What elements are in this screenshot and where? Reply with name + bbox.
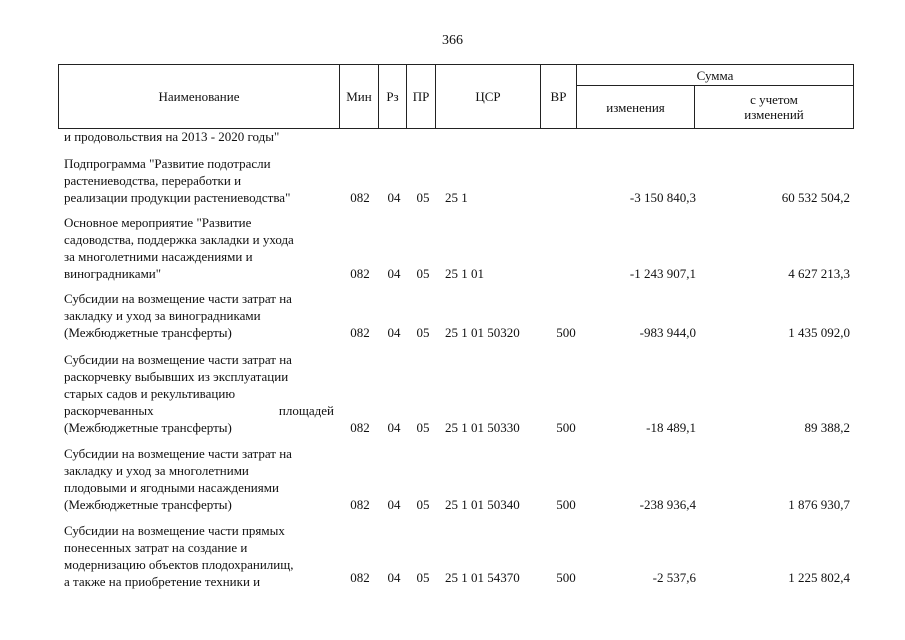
row-change: -1 243 907,1 bbox=[629, 266, 696, 281]
row-name-line: виноградниками" bbox=[64, 266, 162, 281]
row-name-line: Субсидии на возмещение части затрат на bbox=[64, 352, 292, 367]
row-total: 89 388,2 bbox=[804, 420, 850, 435]
row-name bbox=[64, 128, 334, 145]
row-change: -18 489,1 bbox=[646, 420, 696, 435]
row-name-line: раскорчеванных площадей bbox=[64, 403, 334, 418]
row-change: -2 537,6 bbox=[652, 570, 696, 585]
row-rz: 04 bbox=[387, 570, 401, 585]
row-total: 1 876 930,7 bbox=[788, 497, 850, 512]
row-pr: 05 bbox=[416, 570, 430, 585]
row-name-line: плодовыми и ягодными насаждениями bbox=[64, 480, 279, 495]
row-rz: 04 bbox=[387, 420, 401, 435]
row-name-line: Субсидии на возмещение части прямых bbox=[64, 523, 285, 538]
row-name-line: реализации продукции растениеводства" bbox=[64, 190, 291, 205]
row-name-line: закладку и уход за виноградниками bbox=[64, 308, 261, 323]
row-name-line: (Межбюджетные трансферты) bbox=[64, 325, 232, 340]
header-rz: Рз bbox=[379, 65, 407, 129]
row-pr: 05 bbox=[416, 497, 430, 512]
header-total-line2: изменений bbox=[744, 107, 804, 122]
row-change: -238 936,4 bbox=[639, 497, 696, 512]
row-name-line: раскорчевку выбывших из эксплуатации bbox=[64, 369, 289, 384]
row-name-line: модернизацию объектов плодохранилищ, bbox=[64, 557, 294, 572]
row-name-line: Субсидии на возмещение части затрат на bbox=[64, 446, 292, 461]
header-csr: ЦСР bbox=[436, 65, 541, 129]
row-pr: 05 bbox=[416, 266, 430, 281]
row-total: 4 627 213,3 bbox=[788, 266, 850, 281]
header-vr: ВР bbox=[541, 65, 577, 129]
row-min: 082 bbox=[350, 266, 370, 281]
row-name-line: и продовольствия на 2013 - 2020 годы" bbox=[64, 129, 280, 144]
row-name bbox=[64, 290, 334, 341]
header-sum: Сумма bbox=[577, 65, 854, 86]
header-min: Мин bbox=[340, 65, 379, 129]
row-csr: 25 1 01 bbox=[445, 266, 484, 281]
header-total bbox=[695, 86, 854, 129]
row-name-line: за многолетними насаждениями и bbox=[64, 249, 253, 264]
row-name-line: садоводства, поддержка закладки и ухода bbox=[64, 232, 294, 247]
row-min: 082 bbox=[350, 497, 370, 512]
row-rz: 04 bbox=[387, 325, 401, 340]
row-csr: 25 1 01 50330 bbox=[445, 420, 520, 435]
row-name-line: (Межбюджетные трансферты) bbox=[64, 497, 232, 512]
row-name-line: (Межбюджетные трансферты) bbox=[64, 420, 232, 435]
row-name-line: растениеводства, переработки и bbox=[64, 173, 242, 188]
row-name bbox=[64, 445, 334, 513]
row-total: 1 435 092,0 bbox=[788, 325, 850, 340]
header-pr: ПР bbox=[407, 65, 436, 129]
row-min: 082 bbox=[350, 190, 370, 205]
row-name-line: а также на приобретение техники и bbox=[64, 574, 261, 589]
table-header bbox=[58, 64, 854, 129]
row-csr: 25 1 01 50320 bbox=[445, 325, 520, 340]
row-name-line: Подпрограмма "Развитие подотрасли bbox=[64, 156, 271, 171]
row-csr: 25 1 01 50340 bbox=[445, 497, 520, 512]
row-vr: 500 bbox=[556, 325, 576, 340]
row-name-line: Основное мероприятие "Развитие bbox=[64, 215, 252, 230]
row-pr: 05 bbox=[416, 190, 430, 205]
row-vr: 500 bbox=[556, 420, 576, 435]
row-total: 1 225 802,4 bbox=[788, 570, 850, 585]
row-name bbox=[64, 155, 334, 206]
row-rz: 04 bbox=[387, 266, 401, 281]
row-name-line: старых садов и рекультивацию bbox=[64, 386, 236, 401]
row-min: 082 bbox=[350, 325, 370, 340]
page-number: 366 bbox=[442, 33, 463, 48]
row-total: 60 532 504,2 bbox=[781, 190, 850, 205]
header-total-line1: с учетом bbox=[750, 92, 798, 107]
row-name-line: Субсидии на возмещение части затрат на bbox=[64, 291, 292, 306]
header-change: изменения bbox=[577, 86, 695, 129]
row-csr: 25 1 bbox=[445, 190, 468, 205]
row-name-line: понесенных затрат на создание и bbox=[64, 540, 248, 555]
row-rz: 04 bbox=[387, 190, 401, 205]
row-name bbox=[64, 522, 334, 590]
row-min: 082 bbox=[350, 570, 370, 585]
row-name bbox=[64, 351, 334, 436]
row-change: -3 150 840,3 bbox=[629, 190, 696, 205]
row-vr: 500 bbox=[556, 570, 576, 585]
row-change: -983 944,0 bbox=[639, 325, 696, 340]
row-csr: 25 1 01 54370 bbox=[445, 570, 520, 585]
row-pr: 05 bbox=[416, 325, 430, 340]
row-rz: 04 bbox=[387, 497, 401, 512]
row-min: 082 bbox=[350, 420, 370, 435]
row-name-line: закладку и уход за многолетними bbox=[64, 463, 249, 478]
row-name bbox=[64, 214, 334, 282]
row-vr: 500 bbox=[556, 497, 576, 512]
row-pr: 05 bbox=[416, 420, 430, 435]
header-name: Наименование bbox=[59, 65, 340, 129]
